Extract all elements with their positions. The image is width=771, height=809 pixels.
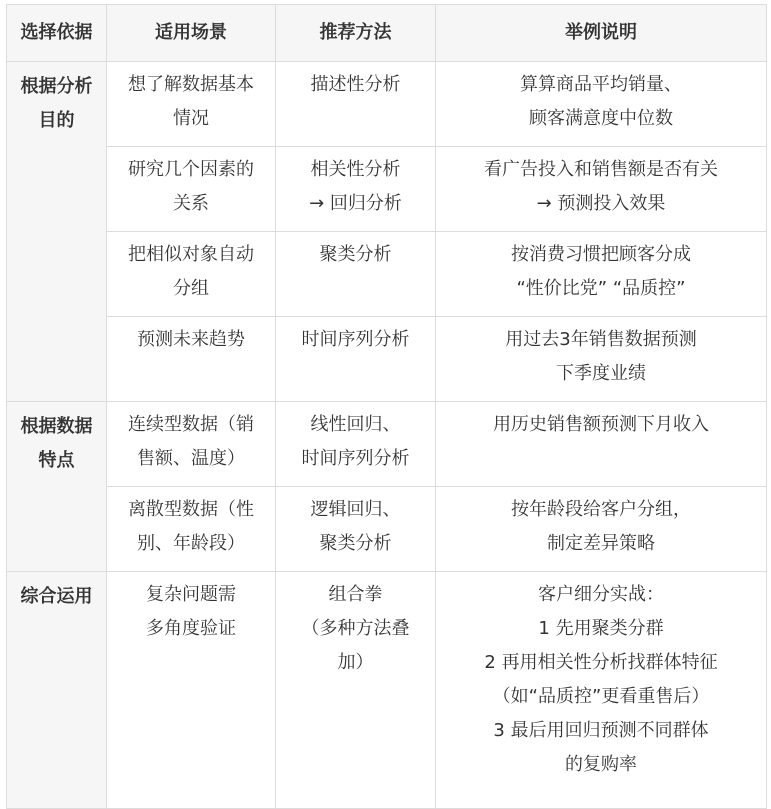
header-basis: 选择依据 [7,5,107,62]
method-cell: 逻辑回归、 聚类分析 [276,487,436,572]
example-cell: 按消费习惯把顾客分成 “性价比党” “品质控” [436,232,767,317]
header-example: 举例说明 [436,5,767,62]
table-row [7,317,767,402]
table-row [7,487,767,572]
header-method: 推荐方法 [276,5,436,62]
category-cell: 根据数据 特点 [7,402,107,572]
scene-cell: 想了解数据基本 情况 [107,62,276,147]
method-cell: 描述性分析 [276,62,436,147]
example-cell: 用过去3年销售数据预测 下季度业绩 [436,317,767,402]
method-cell: 组合拳 （多种方法叠 加） [276,572,436,809]
example-cell: 看广告投入和销售额是否有关 → 预测投入效果 [436,147,767,232]
scene-cell: 预测未来趋势 [107,317,276,402]
table-row [7,147,767,232]
table-row [7,572,767,809]
scene-cell: 复杂问题需 多角度验证 [107,572,276,809]
scene-cell: 研究几个因素的 关系 [107,147,276,232]
method-cell: 线性回归、 时间序列分析 [276,402,436,487]
scene-cell: 离散型数据（性 别、年龄段） [107,487,276,572]
scene-cell: 连续型数据（销 售额、温度） [107,402,276,487]
method-cell: 时间序列分析 [276,317,436,402]
example-cell: 算算商品平均销量、 顾客满意度中位数 [436,62,767,147]
table-row [7,232,767,317]
table-row [7,402,767,487]
scene-cell: 把相似对象自动 分组 [107,232,276,317]
method-cell: 相关性分析 → 回归分析 [276,147,436,232]
example-cell: 用历史销售额预测下月收入 [436,402,767,487]
table-row [7,62,767,147]
header-row [7,5,767,62]
category-cell: 综合运用 [7,572,107,809]
category-cell: 根据分析 目的 [7,62,107,402]
example-cell: 按年龄段给客户分组， 制定差异策略 [436,487,767,572]
header-scene: 适用场景 [107,5,276,62]
example-cell: 客户细分实战： 1 先用聚类分群 2 再用相关性分析找群体特征 （如“品质控”更看重售后） 3 最后用回归预测不同群体 的复购率 [436,572,767,809]
method-selection-table [6,4,767,809]
method-cell: 聚类分析 [276,232,436,317]
